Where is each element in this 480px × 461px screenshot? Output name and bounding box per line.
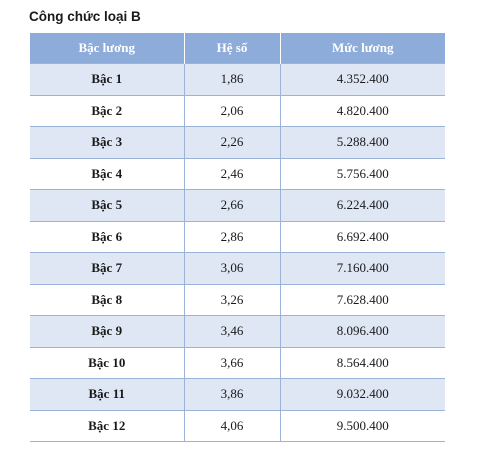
cell-coefficient: 2,26 [184,127,280,159]
cell-salary-grade: Bậc 6 [30,221,184,253]
cell-salary-amount: 4.352.400 [280,64,445,96]
cell-salary-grade: Bậc 3 [30,127,184,159]
cell-salary-amount: 7.160.400 [280,253,445,285]
table-row [30,253,445,285]
cell-salary-grade: Bậc 5 [30,190,184,222]
table-row [30,64,445,96]
cell-salary-amount: 9.032.400 [280,379,445,411]
cell-salary-grade: Bậc 12 [30,410,184,442]
cell-coefficient: 3,06 [184,253,280,285]
table-row [30,379,445,411]
cell-salary-grade: Bậc 7 [30,253,184,285]
table-row [30,316,445,348]
cell-coefficient: 3,86 [184,379,280,411]
page-title: Công chức loại B [29,9,141,24]
cell-salary-amount: 9.500.400 [280,410,445,442]
table-body [30,64,445,442]
cell-salary-amount: 7.628.400 [280,284,445,316]
table-row [30,221,445,253]
table-row [30,410,445,442]
cell-salary-grade: Bậc 4 [30,158,184,190]
cell-coefficient: 2,86 [184,221,280,253]
salary-table [30,33,445,442]
column-header-coefficient: Hệ số [184,33,280,64]
cell-coefficient: 3,26 [184,284,280,316]
cell-coefficient: 2,66 [184,190,280,222]
table-row [30,190,445,222]
cell-salary-grade: Bậc 11 [30,379,184,411]
cell-salary-grade: Bậc 10 [30,347,184,379]
cell-salary-amount: 4.820.400 [280,95,445,127]
table-row [30,158,445,190]
cell-salary-amount: 5.756.400 [280,158,445,190]
table-row [30,347,445,379]
table-row [30,284,445,316]
cell-coefficient: 2,46 [184,158,280,190]
cell-coefficient: 3,66 [184,347,280,379]
cell-salary-grade: Bậc 1 [30,64,184,96]
cell-salary-grade: Bậc 8 [30,284,184,316]
cell-coefficient: 1,86 [184,64,280,96]
cell-salary-amount: 8.564.400 [280,347,445,379]
column-header-salary-grade: Bậc lương [30,33,184,64]
table-row [30,95,445,127]
table-header-row [30,33,445,64]
cell-coefficient: 3,46 [184,316,280,348]
table-row [30,127,445,159]
cell-salary-amount: 8.096.400 [280,316,445,348]
cell-coefficient: 2,06 [184,95,280,127]
column-header-salary-amount: Mức lương [280,33,445,64]
cell-salary-grade: Bậc 2 [30,95,184,127]
cell-coefficient: 4,06 [184,410,280,442]
cell-salary-grade: Bậc 9 [30,316,184,348]
cell-salary-amount: 6.692.400 [280,221,445,253]
cell-salary-amount: 6.224.400 [280,190,445,222]
cell-salary-amount: 5.288.400 [280,127,445,159]
